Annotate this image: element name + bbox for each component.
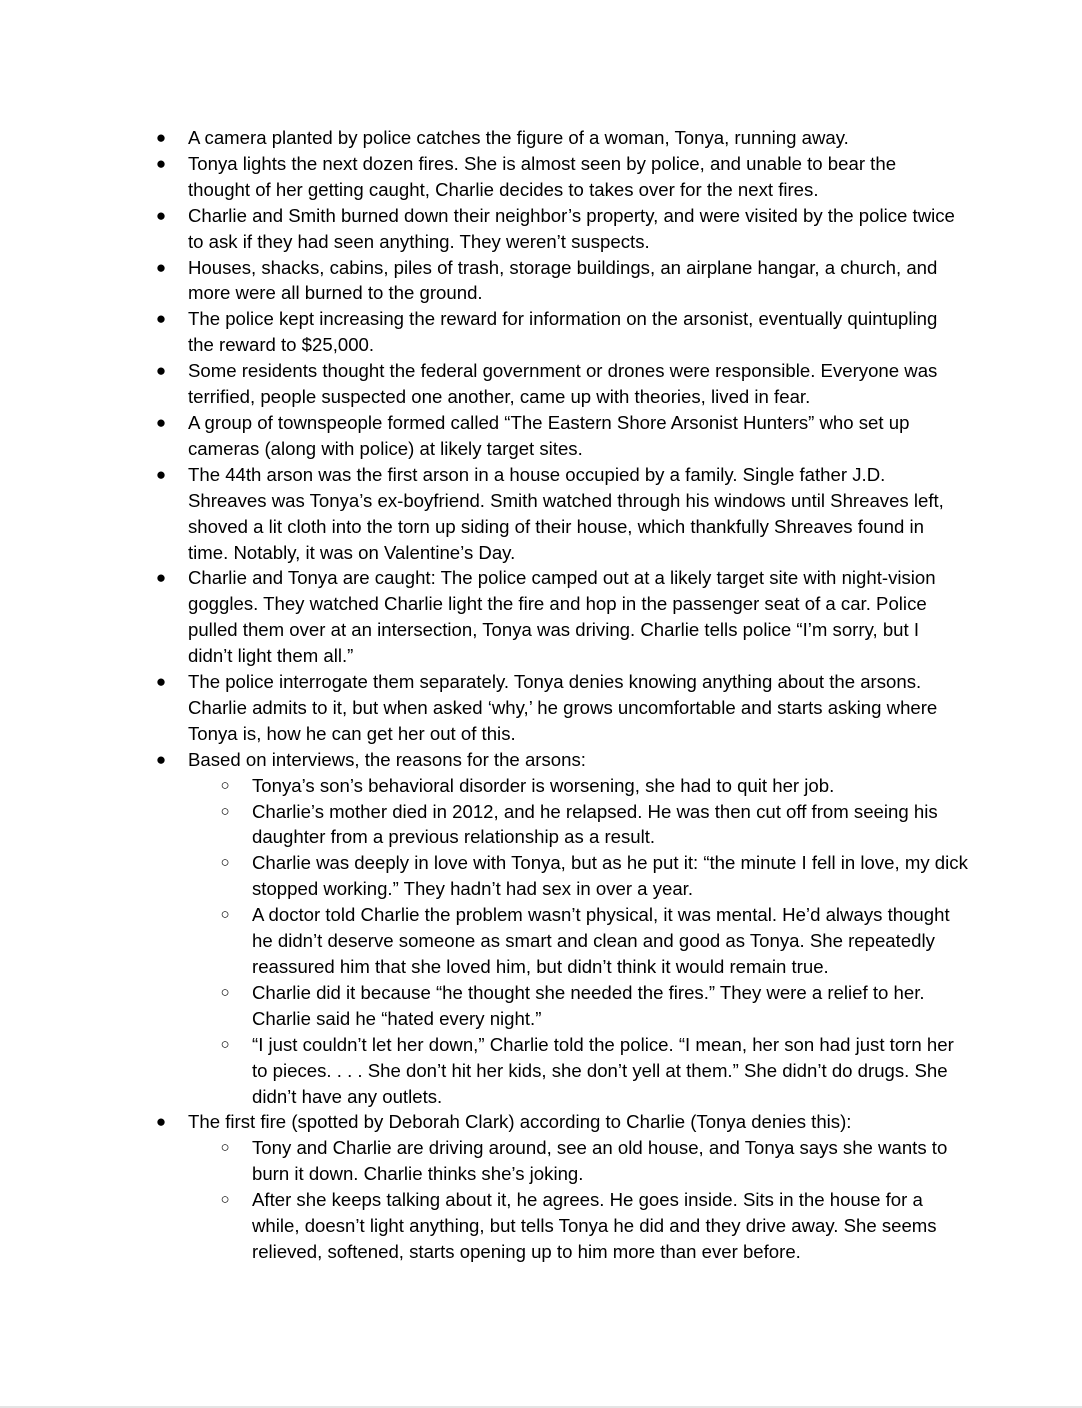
- bullet-dot-icon: ●: [155, 568, 167, 588]
- first-fire-sublist: [0, 1135, 1082, 1265]
- list-item: [0, 565, 1082, 669]
- sub-list-item: [0, 799, 1082, 851]
- list-item: [0, 151, 1082, 203]
- list-item-text: A camera planted by police catches the figure of a woman, Tonya, running away.: [188, 127, 849, 148]
- bullet-dot-icon: ●: [155, 128, 167, 147]
- list-item-text: Some residents thought the federal government or drones were responsible. Everyone was terrified, people suspected one another, came up with theories, lived in fear.: [188, 360, 938, 408]
- list-item: [0, 358, 1082, 410]
- sub-list-item: [0, 980, 1082, 1032]
- sub-list-item-text: Charlie was deeply in love with Tonya, but as he put it: “the minute I fell in love, my dick stopped working.” They hadn’t had sex in over a year.: [252, 852, 968, 900]
- bullet-circle-icon: ○: [220, 1139, 230, 1157]
- sub-list-item-text: Charlie’s mother died in 2012, and he relapsed. He was then cut off from seeing his daughter from a previous relationship as a result.: [252, 800, 938, 848]
- bullet-dot-icon: ●: [155, 257, 167, 277]
- bullet-circle-icon: ○: [220, 854, 230, 872]
- bullet-dot-icon: ●: [155, 153, 167, 173]
- reasons-sublist: [0, 773, 1082, 1110]
- bullet-dot-icon: ●: [155, 749, 167, 769]
- list-item: [0, 1109, 1082, 1135]
- bullet-dot-icon: ●: [155, 672, 167, 692]
- bullet-dot-icon: ●: [155, 309, 167, 329]
- list-item-text: The 44th arson was the first arson in a house occupied by a family. Single father J.D. Shreaves was Tonya’s ex-boyfriend. Smith watched through his windows until Shreaves left, shoved a lit cloth into the torn up siding of their house, which thankfully Shreaves found in time. Notably, it was on Valentine’s Day.: [188, 463, 944, 563]
- list-item-text: The first fire (spotted by Deborah Clark) according to Charlie (Tonya denies this):: [188, 1111, 852, 1133]
- bullet-dot-icon: ●: [155, 1112, 167, 1132]
- bullet-dot-icon: ●: [155, 205, 167, 225]
- sub-list-item-text: Tonya’s son’s behavioral disorder is worsening, she had to quit her job.: [252, 774, 835, 796]
- sub-list-item-text: After she keeps talking about it, he agrees. He goes inside. Sits in the house for a while, doesn’t light anything, but tells Tonya he did and they drive away. She seems relieved, softened, starts opening up to him more than ever before.: [252, 1189, 937, 1262]
- bullet-dot-icon: ●: [155, 412, 167, 432]
- bullet-circle-icon: ○: [220, 1035, 230, 1053]
- bullet-dot-icon: ●: [155, 361, 167, 381]
- list-item: [0, 669, 1082, 747]
- list-item: [0, 410, 1082, 462]
- bullet-list: [0, 125, 1082, 1265]
- sub-list-item-text: A doctor told Charlie the problem wasn’t physical, it was mental. He’d always thought he didn’t deserve someone as smart and clean and good as Tonya. She repeatedly reassured him that she loved him, but didn’t think it would remain true.: [252, 904, 950, 977]
- list-item-text: A group of townspeople formed called “The Eastern Shore Arsonist Hunters” who set up cameras (along with police) at likely target sites.: [188, 411, 910, 459]
- reasons-sublist-container: [0, 773, 1082, 1110]
- sub-list-item: [0, 1187, 1082, 1265]
- list-item: [0, 203, 1082, 255]
- bullet-circle-icon: ○: [220, 776, 230, 794]
- sub-list-item-text: Tony and Charlie are driving around, see an old house, and Tonya says she wants to burn it down. Charlie thinks she’s joking.: [252, 1137, 948, 1185]
- list-item-text: The police kept increasing the reward for information on the arsonist, eventually quintupling the reward to $25,000.: [188, 308, 938, 356]
- list-item: [0, 125, 1082, 151]
- sub-list-item-text: Charlie did it because “he thought she needed the fires.” They were a relief to her. Charlie said he “hated every night.”: [252, 981, 925, 1029]
- list-item-text: Charlie and Smith burned down their neighbor’s property, and were visited by the police twice to ask if they had seen anything. They weren’t suspects.: [188, 204, 955, 252]
- list-item-text: Tonya lights the next dozen fires. She is almost seen by police, and unable to bear the thought of her getting caught, Charlie decides to takes over for the next fires.: [188, 152, 897, 200]
- list-item-text: The police interrogate them separately. Tonya denies knowing anything about the arsons. Charlie admits to it, but when asked ‘why,’ he grows uncomfortable and starts asking where Tonya is, how he can get her out of this.: [188, 671, 938, 744]
- first-fire-sublist-container: [0, 1135, 1082, 1265]
- bullet-circle-icon: ○: [220, 802, 230, 820]
- list-item-text: Based on interviews, the reasons for the arsons:: [188, 748, 586, 770]
- list-item: [0, 462, 1082, 566]
- sub-list-item: [0, 1135, 1082, 1187]
- list-item-text: Charlie and Tonya are caught: The police camped out at a likely target site with night-vision goggles. They watched Charlie light the fire and hop in the passenger seat of a car. Police pulled them over at an intersection, Tonya was driving. Charlie tells police “I’m sorry, but I didn’t light them all.”: [188, 567, 936, 667]
- list-item: [0, 306, 1082, 358]
- list-item-text: Houses, shacks, cabins, piles of trash, storage buildings, an airplane hangar, a church, and more were all burned to the ground.: [188, 256, 938, 304]
- sub-list-item: [0, 773, 1082, 799]
- sub-list-item: [0, 1032, 1082, 1110]
- bullet-circle-icon: ○: [220, 983, 230, 1001]
- sub-list-item-text: “I just couldn’t let her down,” Charlie told the police. “I mean, her son had just torn her to pieces. . . . She don’t hit her kids, she don’t yell at them.” She didn’t do drugs. She didn’t have any outlets.: [252, 1033, 954, 1107]
- sub-list-item: [0, 850, 1082, 902]
- bullet-circle-icon: ○: [220, 906, 230, 924]
- list-item: [0, 747, 1082, 773]
- bullet-circle-icon: ○: [220, 1191, 230, 1209]
- list-item: [0, 255, 1082, 307]
- sub-list-item: [0, 902, 1082, 980]
- bullet-dot-icon: ●: [155, 464, 167, 484]
